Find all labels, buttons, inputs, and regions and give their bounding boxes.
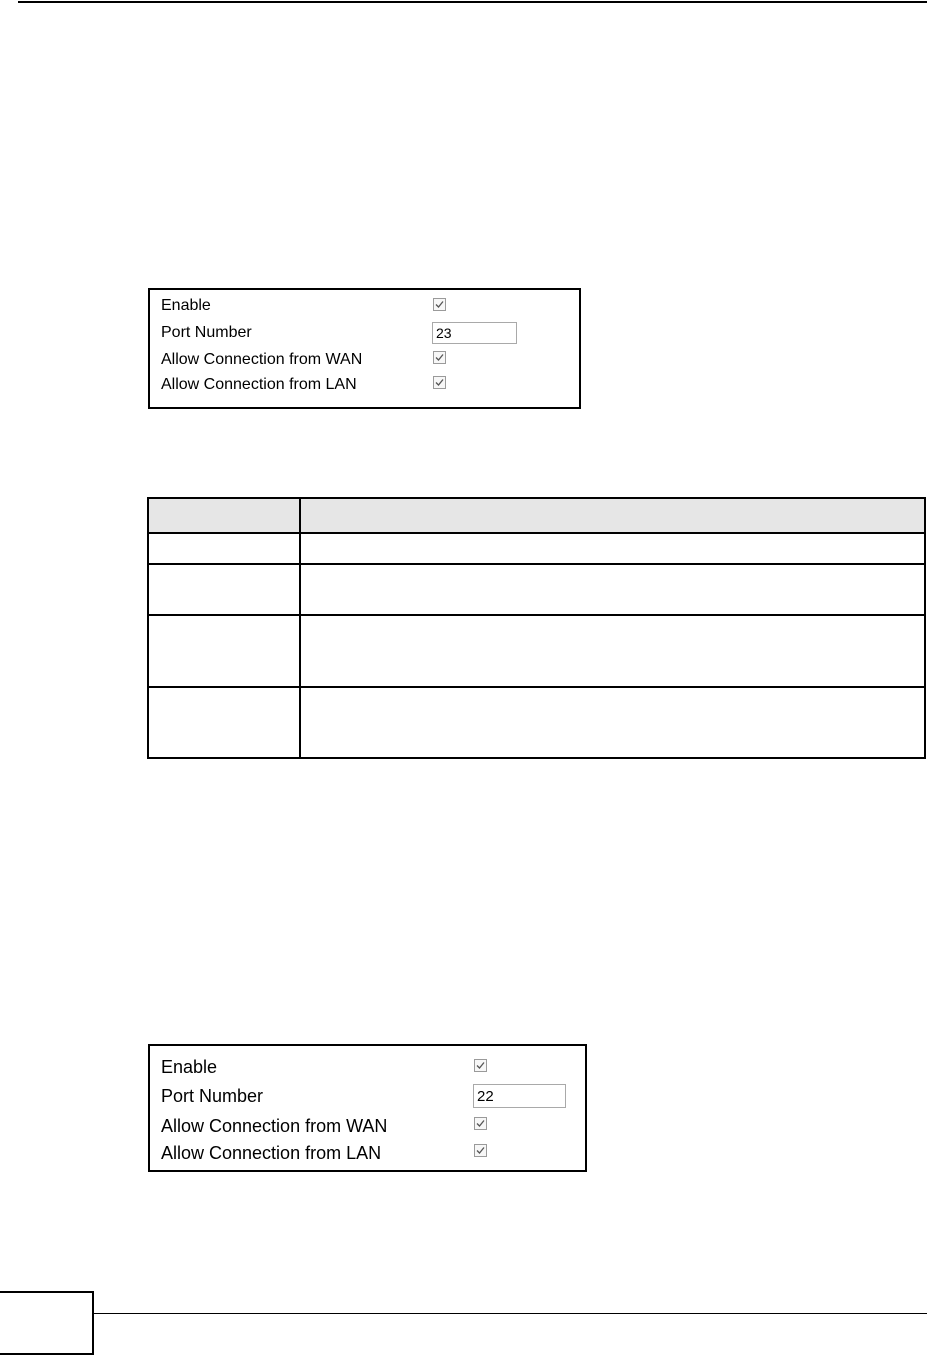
port-number-input[interactable]	[432, 322, 517, 344]
allow-wan-label: Allow Connection from WAN	[161, 1116, 388, 1136]
table-cell	[300, 615, 925, 687]
allow-lan-checkbox[interactable]	[433, 376, 446, 389]
footer-rule	[94, 1313, 927, 1314]
table-cell	[148, 533, 300, 564]
table-cell	[148, 564, 300, 615]
port-number-label: Port Number	[161, 1086, 264, 1106]
enable-checkbox[interactable]	[433, 298, 446, 311]
allow-wan-checkbox[interactable]	[433, 351, 446, 364]
checkbox-checked-icon	[476, 1061, 485, 1070]
checkbox-checked-icon	[435, 300, 444, 309]
field-description-table	[147, 497, 926, 759]
enable-checkbox[interactable]	[474, 1059, 487, 1072]
table-cell	[300, 564, 925, 615]
checkbox-checked-icon	[476, 1146, 485, 1155]
table-header-row	[148, 498, 925, 533]
checkbox-checked-icon	[476, 1119, 485, 1128]
table-row	[148, 564, 925, 615]
checkbox-checked-icon	[435, 378, 444, 387]
port-number-label: Port Number	[161, 324, 252, 341]
allow-wan-label: Allow Connection from WAN	[161, 351, 363, 368]
allow-lan-checkbox[interactable]	[474, 1144, 487, 1157]
table-header-cell	[148, 498, 300, 533]
table-cell	[300, 687, 925, 758]
allow-lan-label: Allow Connection from LAN	[161, 1143, 382, 1163]
telnet-settings-panel	[148, 288, 581, 409]
page-number-box	[0, 1291, 94, 1355]
port-number-input[interactable]	[473, 1084, 566, 1108]
table-cell	[148, 615, 300, 687]
ssh-settings-panel	[148, 1044, 587, 1172]
table-row	[148, 533, 925, 564]
table-header-cell	[300, 498, 925, 533]
allow-lan-label: Allow Connection from LAN	[161, 376, 357, 393]
table-cell	[148, 687, 300, 758]
header-rule	[18, 1, 927, 3]
table-row	[148, 615, 925, 687]
enable-label: Enable	[161, 297, 211, 314]
table-cell	[300, 533, 925, 564]
allow-wan-checkbox[interactable]	[474, 1117, 487, 1130]
checkbox-checked-icon	[435, 353, 444, 362]
table-row	[148, 687, 925, 758]
enable-label: Enable	[161, 1057, 218, 1077]
